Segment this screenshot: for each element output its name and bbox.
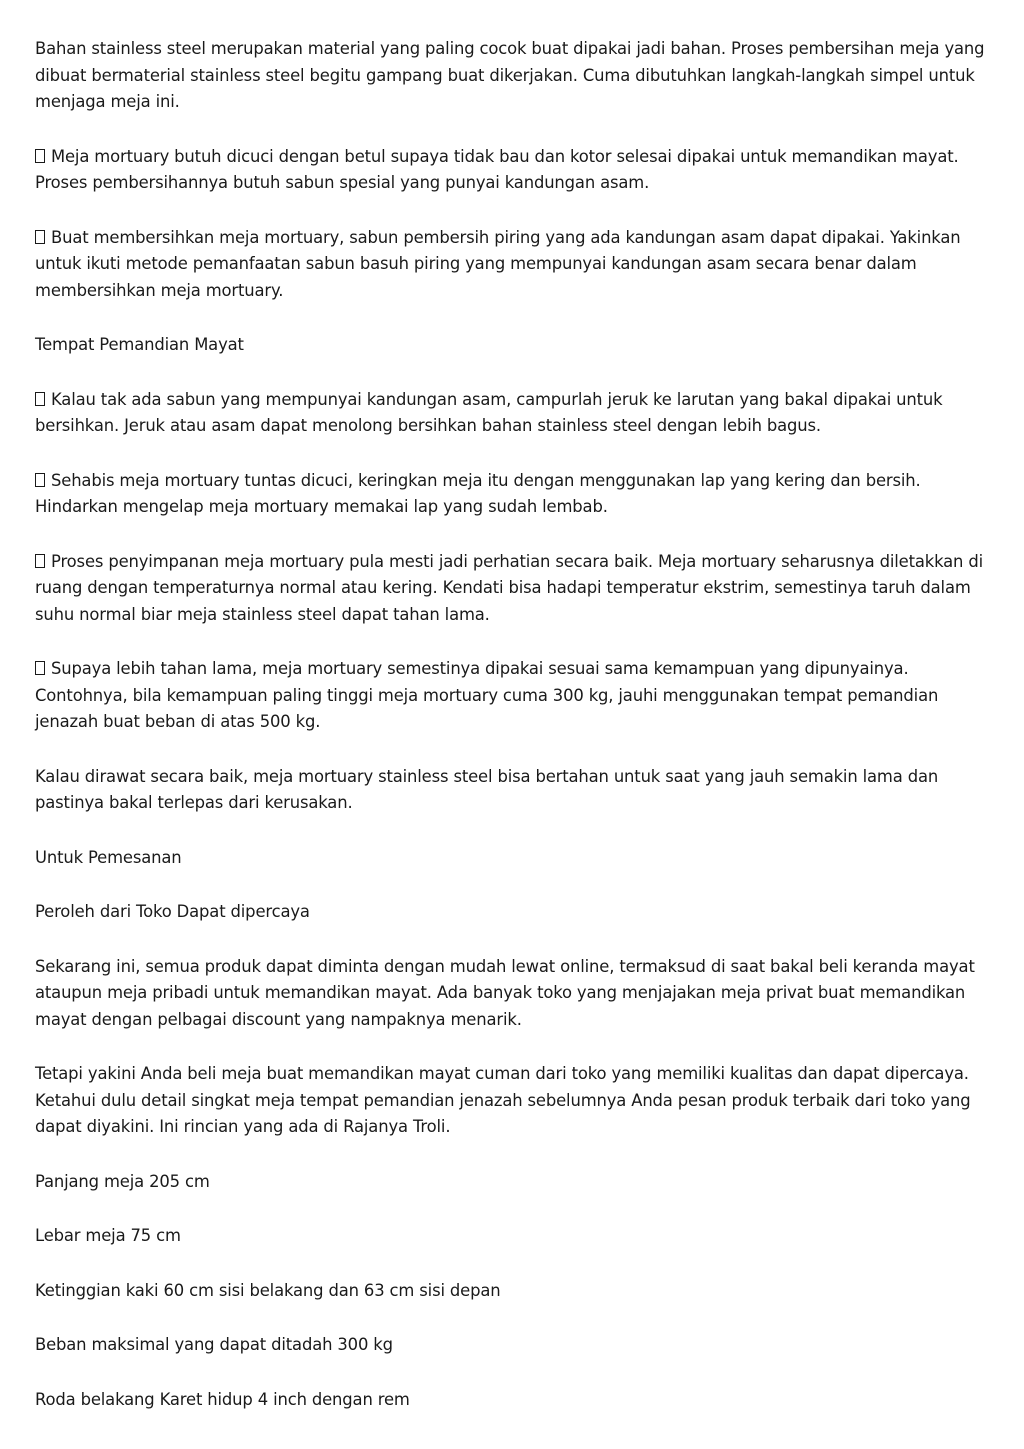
paragraph-text: Sehabis meja mortuary tuntas dicuci, keringkan meja itu dengan menggunakan lap yang kering dan bersih. Hindarkan mengelap meja mortuary memakai lap yang sudah lembab. [35,470,921,516]
bullet-paragraph [35,549,990,629]
bullet-paragraph [35,468,990,521]
missing-glyph-bullet-icon [35,149,45,163]
spec-line [35,1223,990,1250]
document-page [35,36,990,1441]
paragraph-text: Beban maksimal yang dapat ditadah 300 kg [35,1335,393,1354]
spec-line [35,1278,990,1305]
paragraph-text: Roda belakang Karet hidup 4 inch dengan rem [35,1389,410,1409]
missing-glyph-bullet-icon [35,230,45,244]
bullet-paragraph [35,387,990,440]
paragraph-text: Kalau dirawat secara baik, meja mortuary stainless steel bisa bertahan untuk saat yang jauh semakin lama dan pastinya bakal terlepas dari kerusakan. [35,766,939,812]
paragraph-text: Proses penyimpanan meja mortuary pula mesti jadi perhatian secara baik. Meja mortuary seharusnya diletakkan di ruang dengan temperaturnya normal atau kering. Kendati bisa hadapi temperatur ekstrim, semestinya taruh dalam suhu normal biar meja stainless steel dapat tahan lama. [35,551,983,624]
bullet-paragraph [35,144,990,197]
paragraph-text: Panjang meja 205 cm [35,1171,210,1191]
spec-line [35,1169,990,1196]
missing-glyph-bullet-icon [35,473,45,487]
missing-glyph-bullet-icon [35,661,45,675]
paragraph [35,1061,990,1141]
paragraph-text: Tempat Pemandian Mayat [35,335,244,354]
missing-glyph-bullet-icon [35,554,45,568]
paragraph-text: Supaya lebih tahan lama, meja mortuary semestinya dipakai sesuai sama kemampuan yang dipunyainya. Contohnya, bila kemampuan paling tinggi meja mortuary cuma 300 kg, jauhi menggunakan tempat pemandian jenazah buat beban di atas 500 kg. [35,659,939,731]
section-heading [35,332,990,359]
missing-glyph-bullet-icon [35,392,45,406]
paragraph-text: Untuk Pemesanan [35,847,182,867]
paragraph-text: Sekarang ini, semua produk dapat diminta dengan mudah lewat online, termaksud di saat bakal beli keranda mayat ataupun meja pribadi untuk memandikan mayat. Ada banyak toko yang menjajakan meja privat buat memandikan mayat dengan pelbagai discount yang nampaknya menarik. [35,956,975,1029]
spec-line [35,1387,990,1414]
paragraph-text: Meja mortuary butuh dicuci dengan betul supaya tidak bau dan kotor selesai dipakai untuk memandikan mayat. Proses pembersihannya butuh sabun spesial yang punyai kandungan asam. [35,146,959,192]
paragraph-text: Bahan stainless steel merupakan material yang paling cocok buat dipakai jadi bahan. Proses pembersihan meja yang dibuat bermaterial stainless steel begitu gampang buat dikerjakan. Cuma dibutuhkan langkah-langkah simpel untuk menjaga meja ini. [35,39,985,111]
paragraph-text: Lebar meja 75 cm [35,1226,181,1245]
bullet-paragraph [35,656,990,736]
spec-line [35,1332,990,1359]
paragraph-text: Kalau tak ada sabun yang mempunyai kandungan asam, campurlah jeruk ke larutan yang bakal dipakai untuk bersihkan. Jeruk atau asam dapat menolong bersihkan bahan stainless steel dengan lebih bagus. [35,389,943,435]
paragraph-text: Ketinggian kaki 60 cm sisi belakang dan 63 cm sisi depan [35,1280,501,1300]
paragraph-text: Peroleh dari Toko Dapat dipercaya [35,902,310,921]
section-heading [35,899,990,926]
paragraph-text: Tetapi yakini Anda beli meja buat memandikan mayat cuman dari toko yang memiliki kualitas dan dapat dipercaya. Ketahui dulu detail singkat meja tempat pemandian jenazah sebelumnya Anda pesan produk terbaik dari toko yang dapat diyakini. Ini rincian yang ada di Rajanya Troli. [35,1064,971,1136]
paragraph [35,36,990,116]
paragraph-text: Buat membersihkan meja mortuary, sabun pembersih piring yang ada kandungan asam dapat dipakai. Yakinkan untuk ikuti metode pemanfaatan sabun basuh piring yang mempunyai kandungan asam secara benar dalam membersihkan meja mortuary. [35,227,961,300]
bullet-paragraph [35,225,990,305]
paragraph [35,764,990,817]
section-heading [35,845,990,872]
paragraph [35,954,990,1034]
